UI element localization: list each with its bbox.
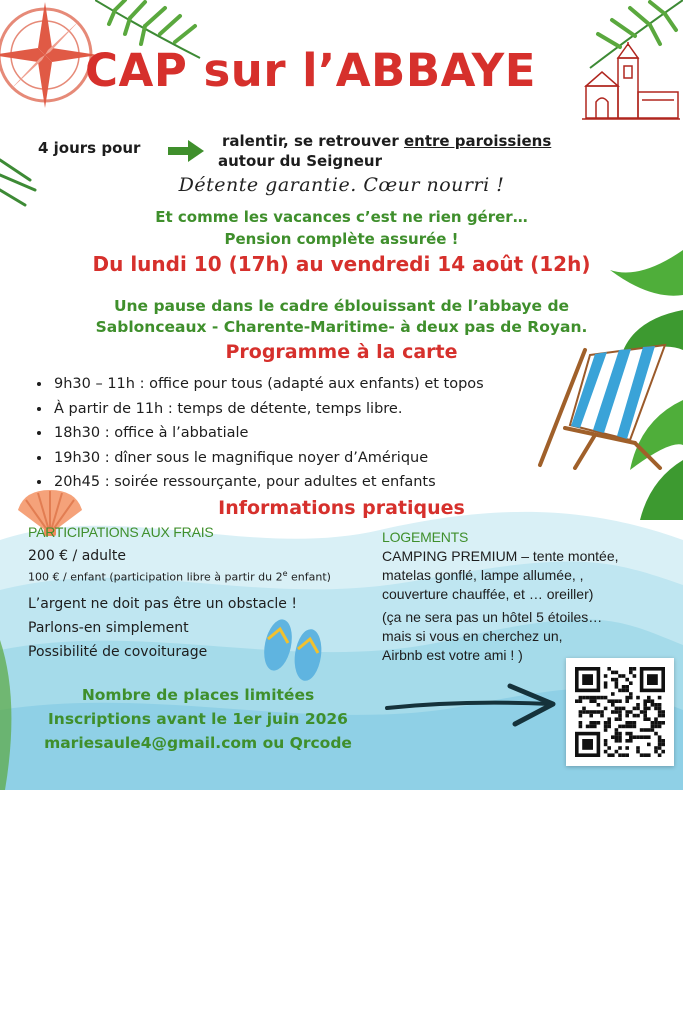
pension-line2: Pension complète assurée ! bbox=[224, 230, 459, 248]
program-list bbox=[28, 372, 592, 495]
lodging-note: (ça ne sera pas un hôtel 5 étoiles… mais si vous en cherchez un, Airbnb est votre ami ! ) bbox=[382, 609, 603, 663]
flip-flops-icon bbox=[258, 615, 330, 683]
list-item: • 19h30 : dîner sous le magnifique noyer d’Amérique bbox=[52, 446, 592, 471]
footer-line2: Inscriptions avant le 1er juin 2026 bbox=[48, 710, 348, 728]
script-line: Détente garantie. Cœur nourri ! bbox=[178, 174, 505, 196]
price-adult: 200 € / adulte bbox=[28, 548, 127, 564]
pause-line1: Une pause dans le cadre éblouissant de l’abbaye de bbox=[113, 297, 570, 315]
arrow-right-icon bbox=[385, 680, 557, 730]
note-line: L’argent ne doit pas être un obstacle ! bbox=[28, 595, 297, 612]
footer-email[interactable]: mariesaule4@gmail.com ou Qrcode bbox=[44, 734, 352, 752]
list-item: • 20h45 : soirée ressourçante, pour adultes et enfants bbox=[52, 470, 592, 495]
lodging-text: CAMPING PREMIUM – tente montée, matelas gonflé, lampe allumée, , couverture chauffée, et … oreiller) bbox=[382, 548, 619, 602]
tagline-line2: autour du Seigneur bbox=[218, 152, 382, 170]
list-item: • 9h30 – 11h : office pour tous (adapté aux enfants) et topos bbox=[52, 372, 592, 397]
lodging-section bbox=[382, 528, 682, 665]
event-dates: Du lundi 10 (17h) au vendredi 14 août (12h) bbox=[92, 252, 591, 276]
price-child: 100 € / enfant (participation libre à partir du 2e enfant) bbox=[28, 569, 331, 584]
list-item: • 18h30 : office à l’abbatiale bbox=[52, 421, 592, 446]
deck-chair-icon bbox=[535, 340, 675, 470]
footer-line1: Nombre de places limitées bbox=[81, 686, 315, 704]
pause-text bbox=[0, 296, 683, 338]
intro-lead: 4 jours pour bbox=[38, 139, 141, 157]
note-line: Possibilité de covoiturage bbox=[28, 643, 208, 660]
pension-text bbox=[0, 206, 683, 250]
arrow-right-icon bbox=[168, 140, 204, 162]
intro-tagline bbox=[218, 131, 552, 171]
list-item: • À partir de 11h : temps de détente, temps libre. bbox=[52, 397, 592, 422]
tagline-line1: ralentir, se retrouver bbox=[222, 132, 404, 150]
abbey-icon bbox=[582, 42, 680, 120]
palm-leaf-icon bbox=[0, 640, 20, 790]
note-line: Parlons-en simplement bbox=[28, 619, 189, 636]
pause-line2: Sablonceaux - Charente-Maritime- à deux pas de Royan. bbox=[95, 318, 588, 336]
participation-heading: PARTICIPATIONS AUX FRAIS bbox=[28, 524, 214, 540]
footer-info bbox=[28, 683, 368, 755]
page-title: CAP sur l’ABBAYE bbox=[85, 44, 536, 97]
tagline-underlined: entre paroissiens bbox=[403, 132, 552, 150]
qr-code-icon bbox=[566, 658, 674, 766]
info-title: Informations pratiques bbox=[218, 497, 465, 519]
lodging-heading: LOGEMENTS bbox=[382, 529, 469, 545]
program-title: Programme à la carte bbox=[225, 341, 458, 363]
qr-code[interactable] bbox=[566, 658, 674, 766]
pension-line1: Et comme les vacances c’est ne rien gérer… bbox=[155, 208, 528, 226]
